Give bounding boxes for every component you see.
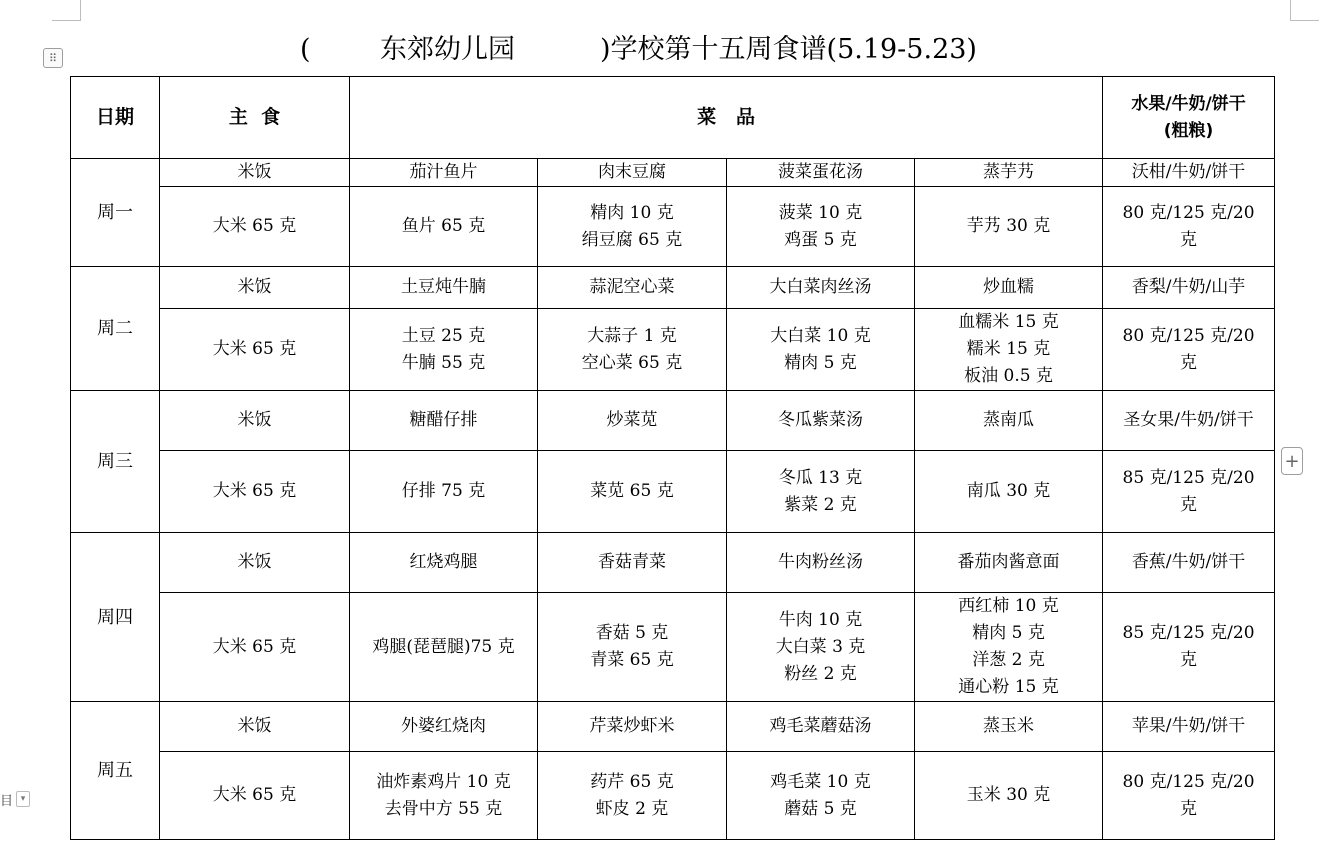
header-date: 日期 bbox=[71, 77, 160, 159]
dish1-name-cell: 红烧鸡腿 bbox=[350, 533, 538, 593]
dish3-qty-line: 鸡毛菜 10 克 bbox=[770, 771, 871, 792]
dish1-name-cell: 外婆红烧肉 bbox=[350, 702, 538, 752]
fruit-qty-line: 85 克/125 克/20 bbox=[1122, 623, 1255, 643]
day-qty-row bbox=[71, 593, 1275, 702]
day-qty-row bbox=[71, 187, 1275, 267]
dish4-qty-line: 西红柿 10 克 bbox=[958, 596, 1059, 616]
dish1-qty-line: 鱼片 65 克 bbox=[401, 216, 486, 236]
fruit-qty-line: 克 bbox=[1180, 352, 1198, 373]
day-label: 周三 bbox=[71, 391, 160, 533]
menu-table bbox=[70, 76, 1275, 840]
staple-qty-line: 大米 65 克 bbox=[212, 636, 297, 657]
staple-name-cell: 米饭 bbox=[160, 267, 350, 309]
dish3-qty-line: 大白菜 10 克 bbox=[770, 325, 871, 346]
fruit-qty-line: 80 克/125 克/20 bbox=[1122, 202, 1255, 223]
dish1-name-cell: 茄汁鱼片 bbox=[350, 159, 538, 187]
dish4-qty-line: 芋艿 30 克 bbox=[966, 216, 1051, 236]
dish3-qty-cell bbox=[727, 593, 915, 702]
fruit-name-cell: 沃柑/牛奶/饼干 bbox=[1103, 159, 1275, 187]
header-row bbox=[71, 77, 1275, 159]
dish3-qty-line: 鸡蛋 5 克 bbox=[784, 229, 857, 250]
fruit-qty-line: 克 bbox=[1180, 798, 1198, 819]
dish4-qty-line: 洋葱 2 克 bbox=[972, 650, 1045, 670]
dish1-qty-cell bbox=[350, 451, 538, 533]
dish2-name-cell: 香菇青菜 bbox=[538, 533, 727, 593]
dish1-qty-line: 牛腩 55 克 bbox=[401, 352, 486, 373]
day-name-row bbox=[71, 702, 1275, 752]
staple-qty-cell bbox=[160, 593, 350, 702]
dish1-qty-line: 鸡腿(琵琶腿)75 克 bbox=[372, 636, 515, 657]
dish3-name-cell: 牛肉粉丝汤 bbox=[727, 533, 915, 593]
dish3-qty-cell bbox=[727, 752, 915, 840]
staple-qty-cell bbox=[160, 451, 350, 533]
header-staple: 主 食 bbox=[160, 77, 350, 159]
fruit-name-cell: 圣女果/牛奶/饼干 bbox=[1103, 391, 1275, 451]
header-dishes: 菜 品 bbox=[350, 77, 1103, 159]
dish3-qty-line: 大白菜 3 克 bbox=[775, 636, 866, 657]
fruit-name-cell: 香蕉/牛奶/饼干 bbox=[1103, 533, 1275, 593]
day-qty-row bbox=[71, 451, 1275, 533]
staple-name-cell: 米饭 bbox=[160, 159, 350, 187]
fruit-qty-line: 克 bbox=[1180, 229, 1198, 250]
day-qty-row bbox=[71, 752, 1275, 840]
dish1-name-cell: 糖醋仔排 bbox=[350, 391, 538, 451]
dish2-qty-line: 药芹 65 克 bbox=[590, 771, 674, 792]
dish2-qty-line: 青菜 65 克 bbox=[590, 650, 674, 670]
dish1-qty-cell bbox=[350, 593, 538, 702]
staple-qty-cell bbox=[160, 187, 350, 267]
dish2-name-cell: 芹菜炒虾米 bbox=[538, 702, 727, 752]
day-name-row bbox=[71, 159, 1275, 187]
staple-name-cell: 米饭 bbox=[160, 391, 350, 451]
dish2-qty-cell bbox=[538, 752, 727, 840]
chevron-down-icon[interactable]: ▾ bbox=[16, 791, 30, 807]
dish2-qty-cell bbox=[538, 309, 727, 391]
fruit-name-cell: 苹果/牛奶/饼干 bbox=[1103, 702, 1275, 752]
dish3-qty-line: 菠菜 10 克 bbox=[778, 202, 863, 223]
dish4-qty-line: 通心粉 15 克 bbox=[958, 677, 1059, 697]
dish2-qty-line: 大蒜子 1 克 bbox=[587, 325, 677, 346]
day-label: 周五 bbox=[71, 702, 160, 840]
staple-qty-line: 大米 65 克 bbox=[212, 785, 297, 805]
dish4-name-cell: 炒血糯 bbox=[915, 267, 1103, 309]
dish3-qty-cell bbox=[727, 309, 915, 391]
page-corner-top-left bbox=[52, 0, 81, 21]
header-fruit-line: 水果/牛奶/饼干 bbox=[1131, 93, 1246, 114]
dish2-qty-line: 绢豆腐 65 克 bbox=[581, 229, 683, 250]
dish1-qty-line: 仔排 75 克 bbox=[401, 481, 486, 501]
fruit-qty-cell bbox=[1103, 187, 1275, 267]
dish4-qty-line: 板油 0.5 克 bbox=[964, 366, 1053, 386]
fruit-qty-cell bbox=[1103, 309, 1275, 391]
staple-name-cell: 米饭 bbox=[160, 533, 350, 593]
plus-icon[interactable]: + bbox=[1281, 447, 1303, 475]
dish3-name-cell: 菠菜蛋花汤 bbox=[727, 159, 915, 187]
dish4-qty-cell bbox=[915, 187, 1103, 267]
page-corner-top-right bbox=[1290, 0, 1319, 21]
header-fruit bbox=[1103, 77, 1275, 159]
dish3-qty-line: 粉丝 2 克 bbox=[784, 663, 857, 684]
day-name-row bbox=[71, 267, 1275, 309]
nav-label: 目 bbox=[0, 793, 14, 809]
dish3-name-cell: 鸡毛菜蘑菇汤 bbox=[727, 702, 915, 752]
staple-qty-line: 大米 65 克 bbox=[212, 216, 297, 236]
dish1-qty-line: 去骨中方 55 克 bbox=[384, 798, 503, 819]
fruit-qty-line: 克 bbox=[1180, 650, 1198, 670]
dish2-name-cell: 蒜泥空心菜 bbox=[538, 267, 727, 309]
dish2-qty-line: 精肉 10 克 bbox=[590, 202, 674, 223]
dish3-name-cell: 冬瓜紫菜汤 bbox=[727, 391, 915, 451]
dish4-name-cell: 蒸玉米 bbox=[915, 702, 1103, 752]
fruit-qty-line: 克 bbox=[1180, 494, 1198, 515]
dish4-qty-cell bbox=[915, 752, 1103, 840]
dish2-qty-line: 菜苋 65 克 bbox=[590, 481, 674, 501]
dish4-qty-line: 精肉 5 克 bbox=[972, 623, 1045, 643]
dish3-qty-line: 冬瓜 13 克 bbox=[778, 467, 863, 488]
dish2-qty-line: 虾皮 2 克 bbox=[595, 798, 669, 819]
day-name-row bbox=[71, 533, 1275, 593]
fruit-qty-cell bbox=[1103, 451, 1275, 533]
move-handle-icon[interactable]: ⠿ bbox=[43, 48, 63, 68]
staple-qty-line: 大米 65 克 bbox=[212, 481, 297, 501]
dish4-qty-line: 玉米 30 克 bbox=[966, 785, 1051, 805]
dish3-qty-cell bbox=[727, 187, 915, 267]
title-rest: )学校第十五周食谱(5.19-5.23) bbox=[600, 34, 977, 65]
dish2-qty-cell bbox=[538, 593, 727, 702]
fruit-qty-cell bbox=[1103, 752, 1275, 840]
dish4-qty-cell bbox=[915, 593, 1103, 702]
day-label: 周一 bbox=[71, 159, 160, 267]
dish4-name-cell: 蒸南瓜 bbox=[915, 391, 1103, 451]
dish2-name-cell: 肉末豆腐 bbox=[538, 159, 727, 187]
dish1-qty-cell bbox=[350, 309, 538, 391]
dish3-qty-line: 紫菜 2 克 bbox=[784, 494, 857, 515]
staple-qty-cell bbox=[160, 752, 350, 840]
dish1-qty-line: 土豆 25 克 bbox=[401, 325, 486, 346]
staple-qty-cell bbox=[160, 309, 350, 391]
dish4-qty-cell bbox=[915, 451, 1103, 533]
day-qty-row bbox=[71, 309, 1275, 391]
dish2-qty-cell bbox=[538, 451, 727, 533]
dish3-qty-cell bbox=[727, 451, 915, 533]
navigation-button[interactable] bbox=[0, 788, 30, 810]
dish4-qty-line: 糯米 15 克 bbox=[966, 339, 1051, 359]
dish4-qty-cell bbox=[915, 309, 1103, 391]
dish3-qty-line: 蘑菇 5 克 bbox=[784, 798, 857, 819]
fruit-qty-line: 80 克/125 克/20 bbox=[1122, 771, 1255, 792]
dish4-name-cell: 蒸芋艿 bbox=[915, 159, 1103, 187]
dish4-name-cell: 番茄肉酱意面 bbox=[915, 533, 1103, 593]
staple-qty-line: 大米 65 克 bbox=[212, 339, 297, 359]
title-school: 东郊幼儿园 bbox=[380, 34, 515, 65]
dish1-qty-cell bbox=[350, 187, 538, 267]
title-paren-open: ( bbox=[300, 34, 311, 65]
page-title bbox=[0, 30, 1338, 70]
dish1-name-cell: 土豆炖牛腩 bbox=[350, 267, 538, 309]
dish3-name-cell: 大白菜肉丝汤 bbox=[727, 267, 915, 309]
day-label: 周四 bbox=[71, 533, 160, 702]
dish2-qty-line: 香菇 5 克 bbox=[595, 623, 669, 643]
fruit-qty-line: 85 克/125 克/20 bbox=[1122, 467, 1255, 488]
dish4-qty-line: 南瓜 30 克 bbox=[966, 481, 1051, 501]
dish1-qty-line: 油炸素鸡片 10 克 bbox=[376, 771, 511, 792]
header-fruit-line: (粗粮) bbox=[1163, 120, 1214, 141]
fruit-name-cell: 香梨/牛奶/山芋 bbox=[1103, 267, 1275, 309]
dish2-name-cell: 炒菜苋 bbox=[538, 391, 727, 451]
fruit-qty-cell bbox=[1103, 593, 1275, 702]
dish1-qty-cell bbox=[350, 752, 538, 840]
dish4-qty-line: 血糯米 15 克 bbox=[958, 312, 1059, 332]
dish2-qty-cell bbox=[538, 187, 727, 267]
fruit-qty-line: 80 克/125 克/20 bbox=[1122, 325, 1255, 346]
dish2-qty-line: 空心菜 65 克 bbox=[581, 352, 683, 373]
staple-name-cell: 米饭 bbox=[160, 702, 350, 752]
day-label: 周二 bbox=[71, 267, 160, 391]
dish3-qty-line: 精肉 5 克 bbox=[784, 352, 857, 373]
day-name-row bbox=[71, 391, 1275, 451]
dish3-qty-line: 牛肉 10 克 bbox=[778, 609, 863, 630]
